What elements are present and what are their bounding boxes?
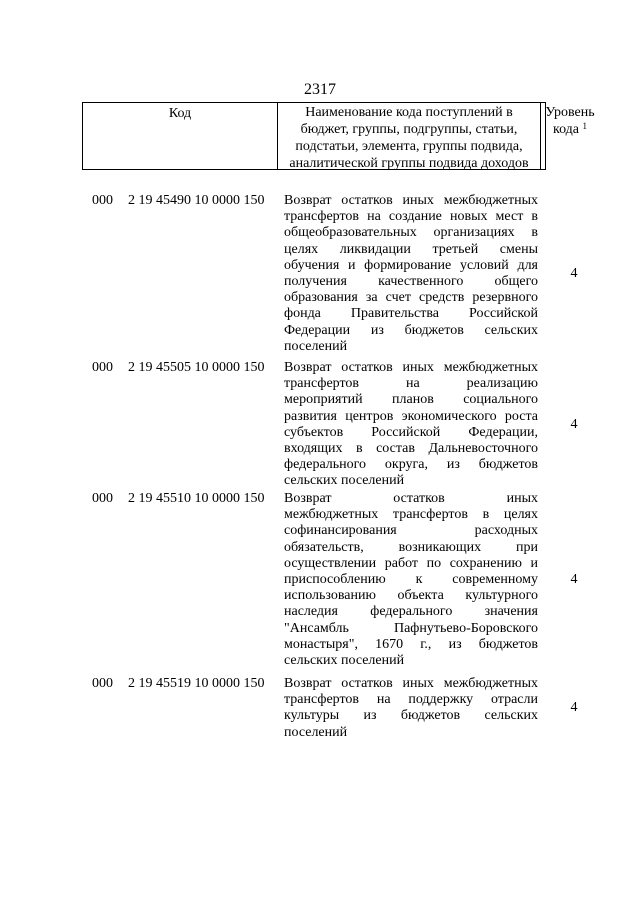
row-description-line: монастыря", 1670 г., из бюджетов	[284, 636, 538, 652]
row-code-prefix: 000	[92, 193, 113, 208]
header-name-line: аналитической группы подвида доходов	[289, 156, 529, 171]
row-description-line: Возврат остатков иных	[284, 491, 538, 506]
row-description-line: поселений	[284, 724, 348, 740]
row-level: 4	[570, 572, 578, 588]
row-description-line: общеобразовательных организациях в	[284, 225, 538, 241]
header-level-line: Уровень	[545, 105, 595, 120]
row-level: 4	[570, 700, 578, 716]
row-code-prefix: 000	[92, 360, 113, 375]
row-description-line: получения качественного общего	[284, 273, 538, 289]
row-code: 2 19 45490 10 0000 150	[128, 193, 265, 208]
row-description-line: фонда Правительства Российской	[284, 306, 538, 322]
header-name-line: подстатьи, элемента, группы подвида,	[295, 139, 523, 154]
header-level-footnote: 1	[582, 121, 588, 131]
row-description-line: культуры из бюджетов сельских	[284, 708, 538, 724]
row-description-line: "Ансамбль Пафнутьево-Боровского	[284, 620, 538, 636]
row-description-line: трансфертов на создание новых мест в	[284, 209, 538, 225]
row-description-line: сельских поселений	[284, 652, 405, 668]
row-description-line: использованию объекта культурного	[284, 588, 538, 604]
row-description-line: поселений	[284, 338, 348, 354]
row-description-line: сельских поселений	[284, 473, 405, 489]
row-description-line: Возврат остатков иных межбюджетных	[284, 360, 538, 375]
header-level-line2	[539, 121, 601, 138]
row-level: 4	[570, 416, 578, 432]
row-description	[284, 193, 538, 355]
row-description-line: осуществлении работ по сохранению и	[284, 555, 538, 571]
row-description-line: субъектов Российской Федерации,	[284, 424, 538, 440]
row-description-line: образования за счет средств резервного	[284, 290, 538, 306]
row-description	[284, 676, 538, 741]
row-code: 2 19 45519 10 0000 150	[128, 676, 265, 691]
table-row	[0, 193, 640, 355]
row-description-line: Возврат остатков иных межбюджетных	[284, 676, 538, 691]
header-code: Код	[168, 106, 192, 121]
row-description	[284, 491, 538, 669]
table-header	[82, 102, 595, 171]
header-name-line: бюджет, группы, подгруппы, статьи,	[300, 122, 518, 137]
row-description-line: трансфертов на реализацию	[284, 376, 538, 392]
row-code-prefix: 000	[92, 676, 113, 691]
page-number: 2317	[304, 81, 336, 98]
row-description-line: наследия федерального значения	[284, 604, 538, 620]
row-code: 2 19 45510 10 0000 150	[128, 491, 265, 506]
header-level-word: кода	[552, 122, 580, 137]
row-description-line: софинансирования расходных	[284, 523, 538, 539]
row-description-line: федерального округа, из бюджетов	[284, 457, 538, 473]
row-description-line: Федерации из бюджетов сельских	[284, 322, 538, 338]
row-description-line: Возврат остатков иных межбюджетных	[284, 193, 538, 208]
table-row	[0, 676, 640, 741]
row-description-line: мероприятий планов социального	[284, 392, 538, 408]
row-description-line: трансфертов на поддержку отрасли	[284, 692, 538, 708]
row-level: 4	[570, 266, 578, 281]
row-description-line: развития центров экономического роста	[284, 408, 538, 424]
table-row	[0, 360, 640, 490]
table-row	[0, 491, 640, 669]
row-description-line: входящих в состав Дальневосточного	[284, 440, 538, 456]
header-level	[539, 103, 601, 170]
row-description-line: приспособлению к современному	[284, 571, 538, 587]
row-description-line: целях ликвидации третьей смены	[284, 241, 538, 257]
header-name-line: Наименование кода поступлений в	[305, 105, 513, 120]
row-description-line: обязательств, возникающих при	[284, 539, 538, 555]
row-code: 2 19 45505 10 0000 150	[128, 360, 265, 375]
row-code-prefix: 000	[92, 491, 113, 506]
row-description	[284, 360, 538, 490]
header-name	[277, 103, 541, 170]
row-description-line: межбюджетных трансфертов в целях	[284, 507, 538, 523]
row-description-line: обучения и формирование условий для	[284, 257, 538, 273]
